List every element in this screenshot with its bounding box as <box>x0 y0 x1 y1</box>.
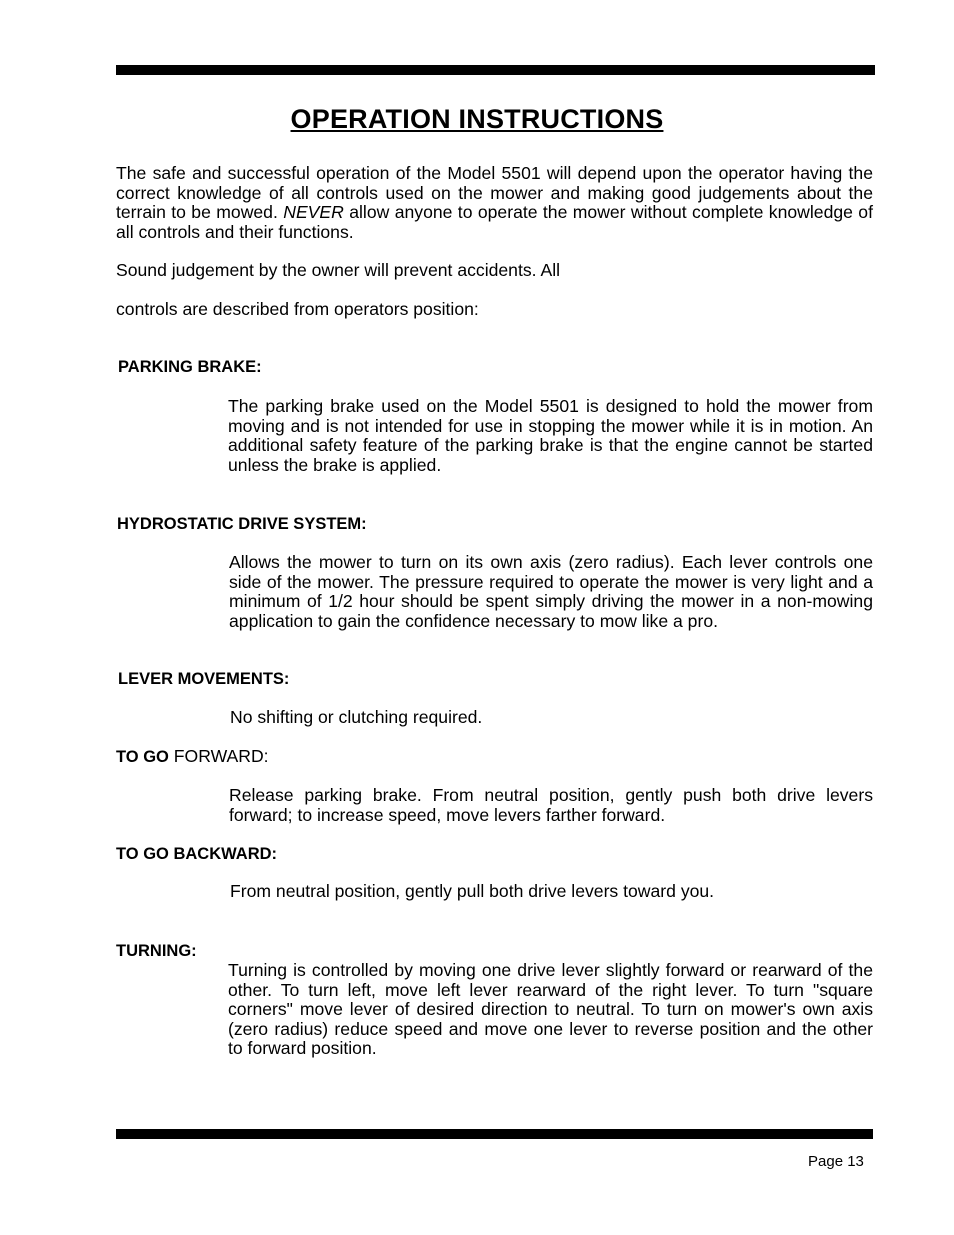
intro-text-start: The safe and successful operation of the Model 5501 will depend upon the operator having the correct knowledge of all controls used on the mower and making good judgements about the terrain to be mowed. <box>116 163 873 223</box>
backward-heading: TO GO BACKWARD: <box>116 845 278 863</box>
parking-brake-heading: PARKING BRAKE: <box>118 358 262 376</box>
top-rule <box>116 65 875 75</box>
forward-body: Release parking brake. From neutral position, gently push both drive levers forward; to increase speed, move levers farther forward. <box>229 785 873 825</box>
intro-line-1: Sound judgement by the owner will prevent accidents. All <box>116 260 561 280</box>
page-title: OPERATION INSTRUCTIONS <box>290 104 664 134</box>
lever-movements-body: No shifting or clutching required. <box>230 707 483 727</box>
forward-heading <box>116 746 269 767</box>
intro-text-end: allow anyone to operate the mower without complete knowledge of all controls and their functions. <box>116 202 873 242</box>
backward-body: From neutral position, gently pull both drive levers toward you. <box>230 881 715 901</box>
turning-body: Turning is controlled by moving one drive lever slightly forward or rearward of the other. To turn left, move left lever rearward of the right lever. To turn "square corners" move lever of desired direction to neutral. To turn on mower's own axis (zero radius) reduce speed and move one lever to reverse position and the other to forward position. <box>228 960 873 1059</box>
intro-paragraph <box>116 164 873 242</box>
forward-heading-bold: TO GO <box>116 748 169 766</box>
turning-heading: TURNING: <box>116 942 197 960</box>
page-number: Page 13 <box>808 1153 864 1170</box>
hydrostatic-heading: HYDROSTATIC DRIVE SYSTEM: <box>117 515 367 533</box>
lever-movements-heading: LEVER MOVEMENTS: <box>118 670 290 688</box>
bottom-rule <box>116 1129 873 1139</box>
hydrostatic-body: Allows the mower to turn on its own axis (zero radius). Each lever controls one side of the mower. The pressure required to operate the mower is very light and a minimum of 1/2 hour should be spent simply driving the mower in a non-mowing application to gain the confidence necessary to mow like a pro. <box>229 552 873 631</box>
intro-line-2: controls are described from operators position: <box>116 299 479 319</box>
forward-heading-rest: FORWARD: <box>168 746 269 766</box>
parking-brake-body: The parking brake used on the Model 5501 is designed to hold the mower from moving and is not intended for use in stopping the mower while it is in motion. An additional safety feature of the parking brake is that the engine cannot be started unless the brake is applied. <box>228 396 873 475</box>
intro-emphasis: NEVER <box>283 202 344 223</box>
